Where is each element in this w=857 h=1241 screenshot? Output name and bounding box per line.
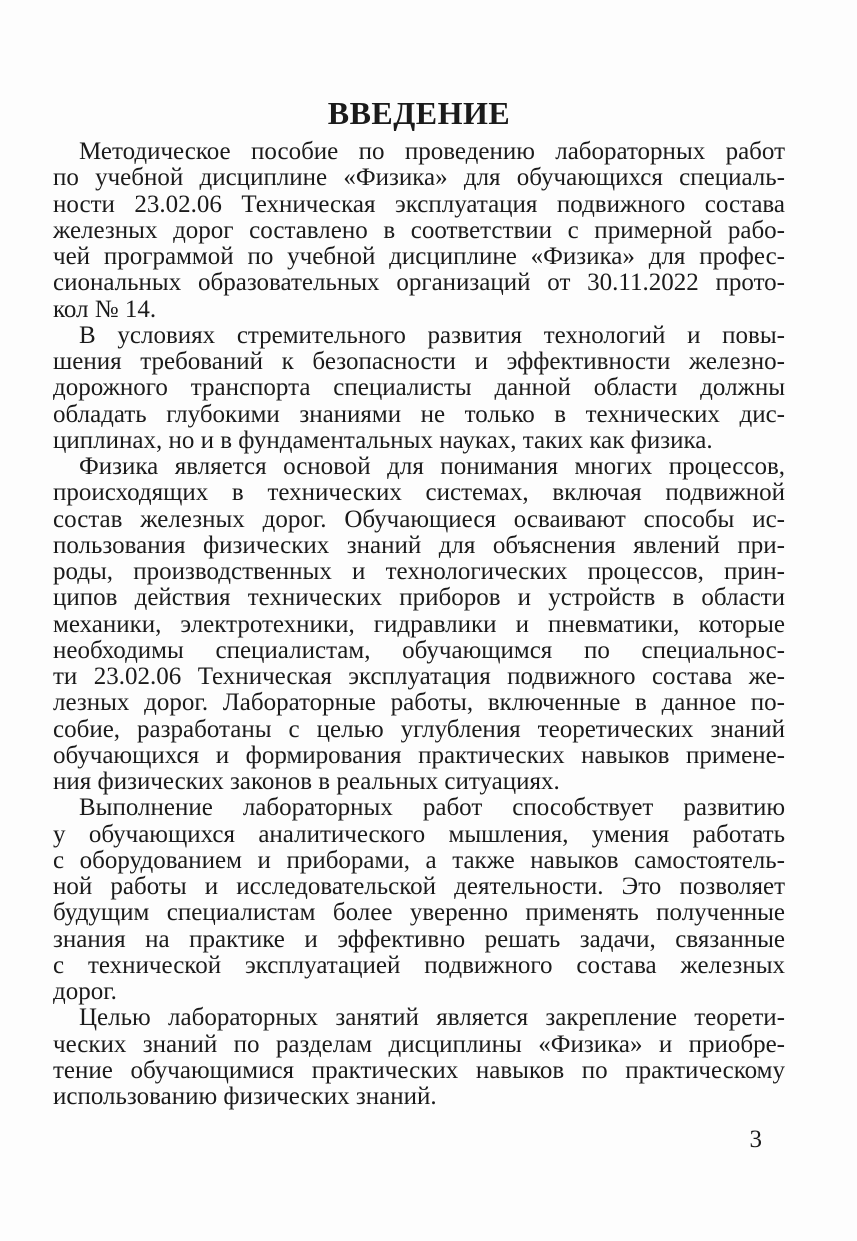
page-title: ВВЕДЕНИЕ <box>327 95 511 131</box>
text-line: роды, производственных и технологических процессов, прин- <box>53 558 785 585</box>
text-line: ности 23.02.06 Техническая эксплуатация подвижного состава <box>53 190 785 218</box>
text-line: использованию физических знаний. <box>53 1083 437 1110</box>
text-line: ти 23.02.06 Техническая эксплуатация подвижного состава же- <box>53 663 785 690</box>
text-line: состав железных дорог. Обучающиеся осваивают способы ис- <box>53 505 785 533</box>
text-line: механики, электротехники, гидравлики и пневматики, которые <box>53 610 785 638</box>
text-line: необходимы специалистам, обучающимся по специальнос- <box>53 636 785 664</box>
paragraph <box>53 454 785 795</box>
text-line: с оборудованием и приборами, а также навыков самостоятель- <box>53 846 785 874</box>
text-line: железных дорог составлено в соответствии с примерной рабо- <box>53 216 785 244</box>
text-line: пользования физических знаний для объяснения явлений при- <box>53 531 785 559</box>
paragraph <box>53 139 785 323</box>
text-line: обучающихся и формирования практических навыков примене- <box>53 741 785 769</box>
text-line: шения требований к безопасности и эффективности железно- <box>53 348 785 375</box>
text-line: Выполнение лабораторных работ способствует развитию <box>79 794 785 822</box>
text-line: дорог. <box>53 978 117 1005</box>
text-line: ческих знаний по разделам дисциплины «Физика» и приобре- <box>53 1030 785 1058</box>
body-text <box>53 139 785 1110</box>
text-line: ния физических законов в реальных ситуациях. <box>53 768 560 795</box>
text-line: циплинах, но и в фундаментальных науках, таких как физика. <box>53 426 713 454</box>
text-line: тение обучающимися практических навыков по практическому <box>53 1056 785 1084</box>
text-line: обладать глубокими знаниями не только в технических дис- <box>53 400 785 428</box>
text-line: чей программой по учебной дисциплине «Физика» для профес- <box>53 243 785 270</box>
text-block <box>53 96 785 1153</box>
text-line: ципов действия технических приборов и устройств в области <box>53 584 785 612</box>
text-line: В условиях стремительного развития технологий и повы- <box>79 321 785 349</box>
text-line: у обучающихся аналитического мышления, умения работать <box>53 820 785 848</box>
page-number: 3 <box>749 1126 762 1154</box>
text-line: Целью лабораторных занятий является закрепление теорети- <box>79 1004 785 1032</box>
text-line: собие, разработаны с целью углубления теоретических знаний <box>53 715 785 743</box>
text-line: сиональных образовательных организаций от 30.11.2022 прото- <box>53 269 785 297</box>
text-line: дорожного транспорта специалисты данной области должны <box>53 374 785 402</box>
text-line: Физика является основой для понимания многих процессов, <box>79 453 785 480</box>
text-line: Методическое пособие по проведению лабораторных работ <box>79 138 785 165</box>
text-line: кол № 14. <box>53 295 157 323</box>
paragraph <box>53 1005 785 1110</box>
paragraph <box>53 323 785 454</box>
text-line: будущим специалистам более уверенно применять полученные <box>53 899 785 927</box>
text-line: лезных дорог. Лабораторные работы, включенные в данное по- <box>53 689 785 717</box>
text-line: с технической эксплуатацией подвижного состава железных <box>53 951 785 979</box>
text-line: по учебной дисциплине «Физика» для обучающихся специаль- <box>53 164 785 192</box>
text-line: ной работы и исследовательской деятельности. Это позволяет <box>53 873 785 900</box>
text-line: знания на практике и эффективно решать задачи, связанные <box>53 925 785 953</box>
paragraph <box>53 795 785 1005</box>
text-line: происходящих в технических системах, включая подвижной <box>53 479 785 507</box>
